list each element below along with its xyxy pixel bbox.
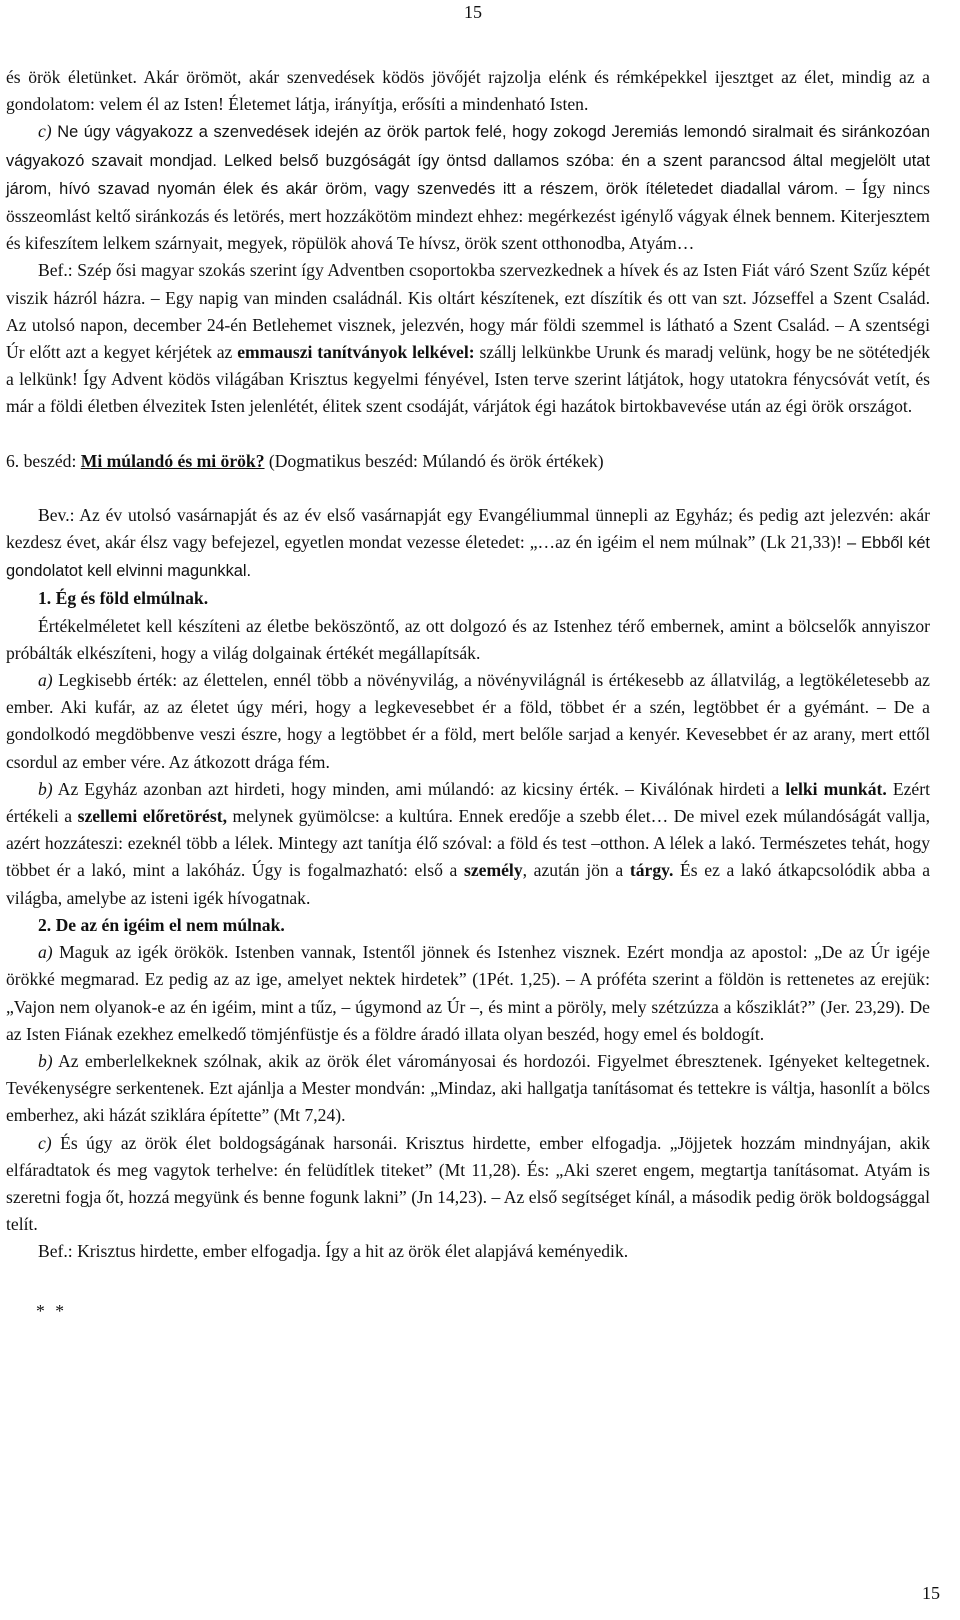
- section-2-b: b) Az emberlelkeknek szólnak, akik az örök élet várományosai és hordozói. Figyelmet ébresztenek. Igényeket keltegetnek. Tevékenységre serkentenek. Ezt ajánlja a Mester mondván: „Mindaz, aki hallgatja tanításomat és tettekre is váltja, hasonlít a bölcs emberhez, aki házát sziklára építette” (Mt 7,24).: [6, 1050, 930, 1126]
- paragraph-c: c) Ne úgy vágyakozz a szenvedések idején az örök partok felé, hogy zokogd Jeremiás lemondó siralmait és siránkozóan vágyakozó szavait mondjad. Lelked belső buzgóságát így öntsd dallamos szóba: én a szent parancsod által megjelölt utat járom, hívó szavad nyomán élek és akár öröm, vagy szenvedés itt a részem, örök ítéletedet diadallal várom. – Így nincs összeomlást keltő siránkozás és letörés, mert hozzákötöm mindezt ehhez: megérkezést igénylő vágyak élnek bennem. Kiterjesztem és kifeszítem lelkem szárnyait, megyek, röpülök ahová Te hívsz, örök szent otthonodba, Atyám…: [6, 121, 930, 254]
- item-label: c): [38, 1132, 52, 1153]
- section-1-a: a) Legkisebb érték: az élettelen, ennél több a növényvilág, a növényvilágnál is értékesebb az állatvilág, a legtökéletesebb az ember. Aki kufár, az az életet úgy méri, hogy a legkevesebbet ér a föld, többet ér a szén, legtöbbet ér a gyémánt. – De a gondolkodó megdöbbenve veszi észre, hogy a legtöbbet ér a föld, mert belőle sarjad a kenyér. Kevesebbet ér az arany, mert ettől csordul az ember vére. Az átkozott drága fém.: [6, 670, 930, 772]
- sermon-title: Mi múlandó és mi örök?: [80, 450, 265, 471]
- item-label: a): [38, 942, 53, 963]
- paragraph-continuation: és örök életünket. Akár örömöt, akár szenvedések ködös jövőjét rajzolja elénk és rémképekkel ijesztget az élet, mindig az a gondolatom: velem él az Isten! Életemet látja, irányítja, erősíti a mindenható Isten.: [6, 67, 930, 115]
- paragraph-bev: Bev.: Az év utolsó vasárnapját és az év első vasárnapját egy Evangéliummal ünnepli az Egyház; és pedig azt jelezvén: akár kezdesz évet, akár élsz vagy befejezel, egyetlen mondat vezesse életedet: „…az én igéim el nem múlnak” (Lk 21,33)! – Ebből két gondolatot kell elvinni magunkkal.: [6, 504, 930, 581]
- page-number-bottom: 15: [922, 1583, 940, 1603]
- item-label: a): [38, 670, 53, 691]
- section-2-a: a) Maguk az igék örökök. Istenben vannak, Istentől jönnek és Istenhez visznek. Ezért mondja az apostol: „De az Úr igéje örökké megmarad. Ez pedig az az ige, amelyet nektek hirdetek” (1Pét. 1,25). – A próféta szerint a földön is rettenetes az erejük: „Vajon nem olyanok-e az én igéim, mint a tűz, – úgymond az Úr –, és mint a pöröly, mely szétzúzza a kősziklát?” (Jer. 23,29). De az Isten Fiának ezekhez emelkedő tömjénfüstje és a földre áradó illata olyan beszéd, hogy emel és boldogít.: [6, 942, 930, 1044]
- section-separator: * *: [36, 1300, 67, 1321]
- page-number-top: 15: [464, 2, 482, 22]
- section-1-b: b) Az Egyház azonban azt hirdeti, hogy minden, ami múlandó: az kicsiny érték. – Kiválónak hirdeti a lelki munkát. Ezért értékeli a szellemi előretörést, melynek gyümölcse: a kultúra. Ennek eredője a szebb élet… De mivel ezek múlandóságát vallja, azért hozzáteszi: ezeknél több a lélek. Mintegy azt tanítja élő szóval: a föld és test –otthon. A lélek a lakó. Természetes tehát, hogy többet ér a lakó, mint a lakóház. Úgy is fogalmazható: első a személy, azután jön a tárgy. És ez a lakó átkapcsolódik abba a világba, amelybe az isteni igék hívogatnak.: [6, 778, 930, 908]
- paragraph-bef-2: Bef.: Krisztus hirdette, ember elfogadja. Így a hit az örök élet alapjává keményedik.: [38, 1241, 629, 1262]
- body-text: [6, 64, 930, 1325]
- item-label: c): [38, 121, 52, 142]
- section-1-title: 1. Ég és föld elmúlnak.: [38, 588, 209, 609]
- section-1-intro: Értékelméletet kell készíteni az életbe beköszöntő, az ott dolgozó és az Istenhez térő embernek, amint a bölcselők annyiszor próbálták elkészíteni, hogy a világ dolgainak értékét megállapítsák.: [6, 615, 930, 663]
- item-label: b): [38, 778, 53, 799]
- item-label: b): [38, 1050, 53, 1071]
- section-2-c: c) És úgy az örök élet boldogságának harsonái. Krisztus hirdette, ember elfogadja. „Jöjjetek hozzám mindnyájan, akik elfáradtatok és meg vagytok terhelve: én felüdítlek titeket” (Mt 11,28). És: „Aki szeret engem, megtartja tanításomat. Atyám is szeretni fogja őt, hozzá megyünk és benne fogunk lakni” (Jn 14,23). – Az első segítséget kínál, a második pedig örök boldogsággal telít.: [6, 1132, 930, 1235]
- sermon-heading: 6. beszéd: Mi múlandó és mi örök? (Dogmatikus beszéd: Múlandó és örök értékek): [6, 450, 604, 471]
- paragraph-bef: Bef.: Szép ősi magyar szokás szerint így Adventben csoportokba szervezkednek a hívek és az Isten Fiát váró Szent Szűz képét viszik házról házra. – Egy napig van minden családnál. Kis oltárt készítenek, ezt díszítik és ott van szt. Józseffel a Szent Család. Az utolsó napon, december 24-én Betlehemet visznek, jelezvén, hogy már földi szemmel is látható a Szent Család. – A szentségi Úr előtt azt a kegyet kérjétek az emmauszi tanítványok lelkével: szállj lelkünkbe Urunk és maradj velünk, hogy be ne sötétedjék a lelkünk! Így Advent ködös világában Krisztus kegyelmi fényével, Isten terve szerint látjátok, hogy utatokra fénycsóvát vetít, és már a földi életben élvezitek Isten jelenlétét, élitek szent csodáját, várjátok égi hazátok birtokbavevése után az égi örök országot.: [6, 260, 930, 417]
- section-2-title: 2. De az én igéim el nem múlnak.: [38, 914, 285, 935]
